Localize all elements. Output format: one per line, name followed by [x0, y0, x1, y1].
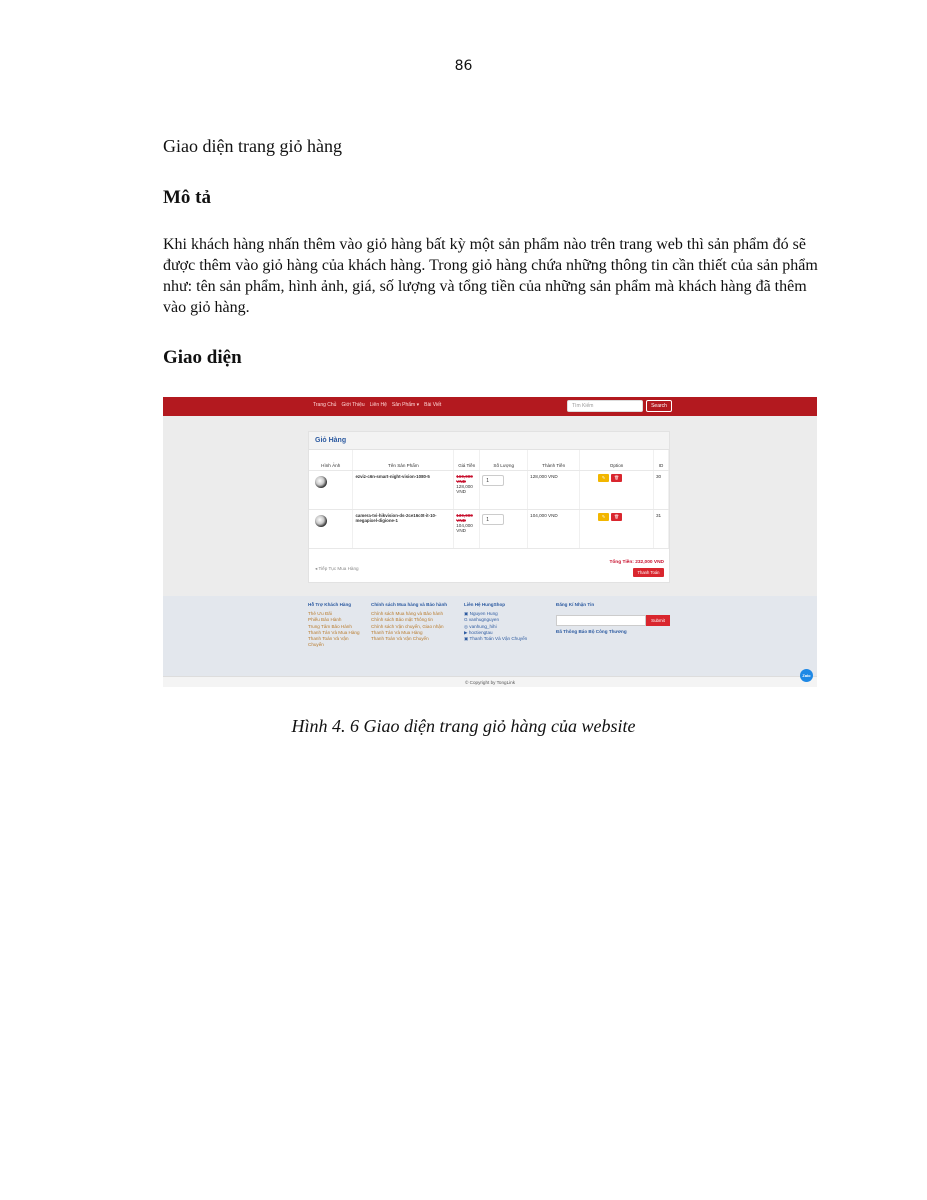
row-id: 30: [653, 470, 668, 509]
nav-about[interactable]: Giới Thiệu: [341, 402, 365, 408]
footer-link[interactable]: Trung Tâm Bảo Hành: [308, 623, 352, 629]
newsletter-email-input[interactable]: [556, 615, 646, 626]
instagram-link[interactable]: ◎ vanhung_hihi: [464, 623, 497, 629]
new-price: 128,000 VND: [456, 483, 473, 494]
col-option: Option: [580, 450, 654, 470]
footer-link[interactable]: Thẻ Ưu Đãi: [308, 611, 332, 617]
col-name: Tên Sản Phẩm: [353, 450, 454, 470]
product-name[interactable]: camera-tvi-hikvision-ds-2ce16c0t-it-10-megapixel-digione-1: [353, 509, 454, 548]
footer-link[interactable]: Chính sách Bảo mật Thông tin: [371, 617, 433, 623]
zalo-chat-icon[interactable]: Zalo: [800, 669, 813, 682]
footer-link[interactable]: Chính sách Mua hàng và Bảo hành: [371, 611, 444, 617]
heading-giao-dien: Giao diện: [163, 347, 242, 368]
footer-link[interactable]: Thanh Toán Và Vận Chuyển: [308, 636, 349, 648]
product-image: [315, 476, 327, 488]
top-navbar: [163, 397, 817, 416]
footer-col-support: [308, 602, 364, 648]
footer-col-newsletter: [556, 602, 666, 611]
nav-posts[interactable]: Bài Viết: [424, 402, 442, 408]
checkout-button[interactable]: Thanh Toán: [633, 568, 664, 577]
cart-table: [309, 450, 669, 549]
description-paragraph: Khi khách hàng nhấn thêm vào giỏ hàng bất kỳ một sản phẩm nào trên trang web thì sản phẩm đó sẽ được thêm vào giỏ hàng của khách hàng. Trong giỏ hàng chứa những thông tin cần thiết của sản phẩm như: tên sản phẩm, hình ảnh, giá, số lượng và tổng tiền của những sản phẩm mà khách hàng đã thêm vào giỏ hàng.: [163, 236, 818, 316]
footer-link[interactable]: Thanh Toán Và Vận Chuyển: [371, 636, 429, 642]
trash-icon[interactable]: 🗑: [611, 474, 622, 482]
trash-icon[interactable]: 🗑: [611, 513, 622, 521]
quantity-input[interactable]: 1: [482, 514, 504, 525]
cart-page-screenshot: [163, 397, 817, 687]
footer-col-title: Chính sách Mua hàng và Bảo hành: [371, 602, 448, 607]
twitter-link[interactable]: ▣ Thanh Toán Và Vận Chuyển: [464, 636, 528, 642]
footer-link[interactable]: Phiếu Bảo Hành: [308, 617, 342, 623]
footer-link[interactable]: Thanh Tán Và Mua Hàng: [308, 629, 360, 635]
continue-shopping-link[interactable]: ◂ Tiếp Tục Mua Hàng: [315, 566, 359, 571]
nav-home[interactable]: Trang Chủ: [313, 402, 337, 408]
footer-col-contact: [464, 602, 544, 642]
product-image: [315, 515, 327, 527]
figure-caption: Hình 4. 6 Giao diện trang giỏ hàng của website: [291, 716, 636, 736]
cart-title: Giỏ Hàng: [309, 432, 669, 450]
new-price: 104,000 VND: [456, 522, 473, 533]
col-id: ID: [653, 450, 668, 470]
ministry-notice: Đã Thông Báo Bộ Công Thương: [556, 629, 627, 634]
row-id: 31: [653, 509, 668, 548]
old-price: 130,000 VND: [456, 512, 473, 523]
table-row: [309, 470, 669, 509]
heading-mo-ta: Mô tả: [163, 187, 212, 208]
search-input[interactable]: Tìm Kiếm: [567, 400, 643, 412]
page-number: 86: [454, 58, 473, 74]
nav-links: [313, 402, 441, 408]
col-image: Hình Ảnh: [309, 450, 353, 470]
site-footer: [163, 596, 817, 676]
search-button[interactable]: Search: [646, 400, 672, 412]
table-row: [309, 509, 669, 548]
subtotal: 104,000 VND: [528, 509, 580, 548]
col-price: Giá Tiền: [454, 450, 480, 470]
footer-link[interactable]: Thanh Tán Và Mua Hàng: [371, 629, 423, 635]
cart-panel: [308, 431, 670, 583]
footer-col-policy: [371, 602, 459, 642]
footer-col-title: Đăng Kí Nhận Tin: [556, 602, 595, 607]
footer-col-title: Hỗ Trợ Khách Hàng: [308, 602, 352, 607]
facebook-link[interactable]: ▣ Nguyen Hung: [464, 611, 498, 617]
old-price: 160,000 VND: [456, 473, 473, 484]
footer-col-title: Liên Hệ HungShop: [464, 602, 506, 607]
footer-link[interactable]: Chính sách Vận chuyển, Giao nhận: [371, 623, 444, 629]
edit-icon[interactable]: ✎: [598, 513, 609, 521]
product-name[interactable]: ezviz-c6n-smart-night-vision-1080-5: [353, 470, 454, 509]
subtotal: 128,000 VND: [528, 470, 580, 509]
table-header-row: [309, 450, 669, 470]
edit-icon[interactable]: ✎: [598, 474, 609, 482]
section-title: Giao diện trang giỏ hàng: [163, 136, 342, 156]
nav-contact[interactable]: Liên Hệ: [369, 402, 387, 408]
quantity-input[interactable]: 1: [482, 475, 504, 486]
google-link[interactable]: G vanhugnguyen: [464, 617, 500, 623]
newsletter-submit-button[interactable]: Submit: [646, 615, 670, 626]
copyright-bar: © Copyright by TongLink: [163, 676, 817, 687]
col-qty: Số Lượng: [480, 450, 528, 470]
col-subtotal: Thành Tiền: [528, 450, 580, 470]
cart-total: Tổng Tiền: 232,000 VND: [609, 560, 664, 565]
youtube-link[interactable]: ▶ hoctiengtau: [464, 629, 493, 635]
nav-products[interactable]: Sản Phẩm ▾: [391, 402, 420, 408]
